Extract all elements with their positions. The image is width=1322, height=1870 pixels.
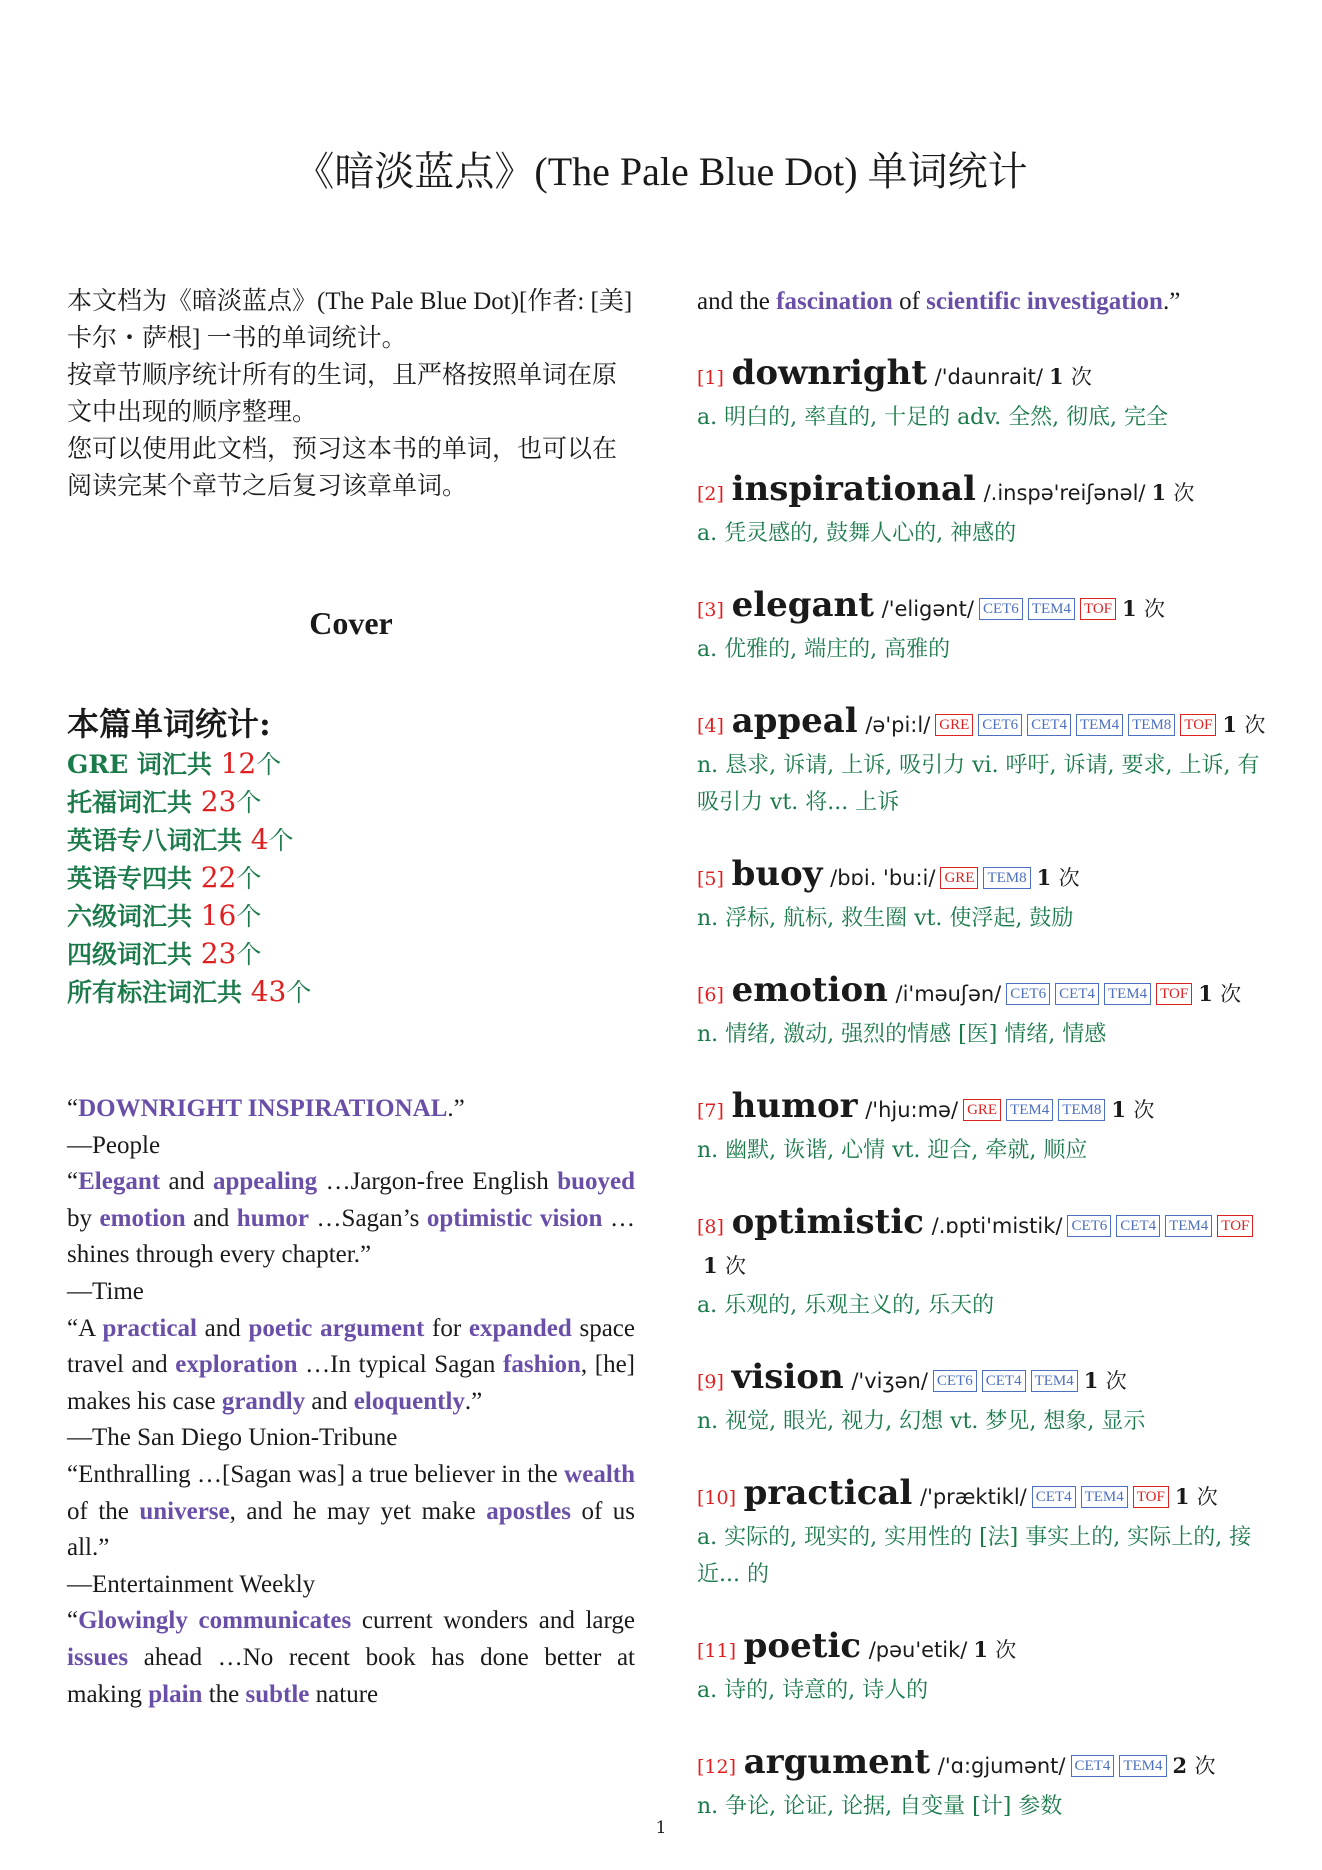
stat-row [67, 783, 635, 821]
stat-unit: 个 [268, 826, 294, 855]
text-run: of [892, 288, 927, 315]
entry-header [697, 354, 1267, 397]
keyword: Glowingly [78, 1607, 188, 1635]
text-run [312, 1315, 320, 1342]
text-run: and [305, 1387, 354, 1415]
text-run: “ [67, 1168, 79, 1196]
entry-definition: n. 情绪, 激动, 强烈的情感 [医] 情绪, 情感 [697, 1022, 1107, 1047]
quote-source: —The San Diego Union-Tribune [67, 1424, 398, 1452]
exam-tag: CET4 [982, 1370, 1026, 1392]
stat-unit: 个 [236, 864, 262, 893]
vocab-entry [697, 855, 1267, 937]
left-column [67, 283, 635, 1713]
exam-tag: TEM4 [1119, 1755, 1166, 1777]
count-number: 2 [1172, 1753, 1188, 1778]
keyword: exploration [175, 1351, 298, 1379]
entry-word: appeal [731, 701, 858, 741]
count-number: 1 [703, 1253, 718, 1278]
exam-tag: TEM8 [1128, 714, 1175, 736]
stat-unit: 个 [286, 978, 312, 1007]
entry-phonetic: /i'məuʃən/ [895, 982, 1002, 1006]
entry-phonetic: /'præktikl/ [920, 1485, 1027, 1509]
section-heading: Cover [309, 605, 393, 641]
entry-header [697, 971, 1267, 1014]
exam-tag: TEM4 [1165, 1215, 1212, 1237]
text-run: and [196, 1314, 249, 1342]
entry-word: humor [731, 1086, 858, 1126]
word-stats [67, 703, 635, 1011]
keyword: emotion [99, 1204, 186, 1232]
vocab-entry [697, 354, 1267, 436]
stat-label: 四级词汇共 [67, 940, 201, 969]
stat-label: 所有标注词汇共 [67, 978, 251, 1007]
entry-count [1151, 480, 1194, 505]
entry-word: inspirational [731, 469, 976, 509]
entry-definition: a. 凭灵感的, 鼓舞人心的, 神感的 [697, 521, 1017, 546]
keyword: fashion [503, 1351, 581, 1379]
stat-count: 23 [200, 785, 237, 818]
entry-count [1122, 596, 1165, 621]
entry-header [697, 1743, 1267, 1786]
exam-tag: CET4 [1055, 983, 1099, 1005]
text-run: nature [309, 1680, 379, 1708]
exam-tag: TEM4 [1028, 598, 1075, 620]
entry-index: [10] [697, 1487, 737, 1509]
stat-count: 43 [250, 975, 287, 1008]
entry-index: [9] [697, 1371, 724, 1393]
entry-index: [1] [697, 367, 724, 389]
entry-index: [8] [697, 1216, 724, 1238]
quote-people [67, 1091, 635, 1128]
entry-word: poetic [743, 1626, 862, 1666]
exam-tag: CET4 [1027, 714, 1071, 736]
entry-definition: a. 实际的, 现实的, 实用性的 [法] 事实上的, 实际上的, 接近... 的 [697, 1525, 1252, 1587]
entry-count [1049, 364, 1092, 389]
keyword: optimistic [426, 1204, 533, 1232]
quote-source: —Entertainment Weekly [67, 1570, 316, 1598]
text-run [532, 1205, 540, 1232]
entry-index: [5] [697, 868, 724, 890]
stat-label: 英语专八词汇共 [67, 826, 251, 855]
keyword: universe [139, 1497, 230, 1525]
vocab-entry [697, 1743, 1267, 1825]
entry-header [697, 1358, 1267, 1401]
entry-index: [7] [697, 1100, 724, 1122]
entry-phonetic: /ə'pi:l/ [865, 713, 931, 737]
stat-unit: 个 [236, 902, 262, 931]
entry-word: downright [731, 353, 928, 393]
count-unit: 次 [1244, 713, 1266, 737]
entry-definition: n. 争论, 论证, 论据, 自变量 [计] 参数 [697, 1794, 1063, 1819]
exam-tag: TOF [1080, 598, 1116, 620]
keyword: apostles [486, 1497, 571, 1525]
stat-unit: 个 [256, 750, 282, 779]
entry-count [973, 1637, 1016, 1662]
count-unit: 次 [1143, 597, 1165, 621]
entry-index: [6] [697, 984, 724, 1006]
entry-count [1173, 1753, 1216, 1778]
text-run: of the [67, 1497, 140, 1525]
quote-time [67, 1164, 635, 1274]
entry-count [1037, 865, 1080, 890]
vocab-entry [697, 1358, 1267, 1440]
entry-word: argument [743, 1742, 931, 1782]
text-run: current wonders and large [351, 1607, 635, 1635]
entry-word: optimistic [731, 1202, 924, 1242]
keyword: argument [320, 1314, 425, 1342]
entry-count [1111, 1097, 1154, 1122]
count-unit: 次 [1105, 1369, 1127, 1393]
text-run: ahead …No recent book has done better at making [67, 1643, 635, 1708]
count-unit: 次 [724, 1254, 746, 1278]
exam-tag: TEM4 [1104, 983, 1151, 1005]
stat-row [67, 821, 635, 859]
quote-block [67, 1091, 635, 1713]
vocab-entry [697, 1474, 1267, 1593]
count-number: 1 [1111, 1097, 1127, 1122]
stat-count: 22 [200, 861, 237, 894]
keyword: subtle [245, 1680, 310, 1708]
keyword: vision [539, 1204, 603, 1232]
exam-tag: CET4 [1071, 1755, 1115, 1777]
keyword: grandly [221, 1387, 306, 1415]
entry-index: [2] [697, 483, 724, 505]
keyword: practical [102, 1314, 197, 1342]
stat-row [67, 935, 635, 973]
keyword: DOWNRIGHT INSPIRATIONAL [78, 1095, 448, 1122]
keyword: communicates [198, 1607, 352, 1635]
count-number: 1 [1122, 596, 1137, 621]
vocab-entry [697, 586, 1267, 668]
intro-line: 本文档为《暗淡蓝点》(The Pale Blue Dot)[作者: [美] 卡尔・萨根] 一书的单词统计。 [67, 288, 633, 352]
entry-phonetic: /'eligənt/ [881, 597, 974, 621]
entry-definition: a. 乐观的, 乐观主义的, 乐天的 [697, 1293, 995, 1318]
text-run: and [185, 1204, 237, 1232]
entry-header [697, 1474, 1267, 1517]
vocab-entry [697, 470, 1267, 552]
keyword: scientific [926, 288, 1021, 315]
entry-header [697, 855, 1267, 898]
quote-continued [67, 1603, 635, 1713]
keyword: Elegant [78, 1168, 161, 1196]
text-run: “A [67, 1314, 103, 1342]
stat-label: GRE 词汇共 [67, 750, 221, 779]
stat-count: 23 [200, 937, 237, 970]
document-title: 《暗淡蓝点》(The Pale Blue Dot) 单词统计 [294, 149, 1028, 194]
stat-row [67, 859, 635, 897]
quote-mark: “ [67, 1095, 79, 1122]
entry-word: vision [731, 1357, 844, 1397]
stat-label: 托福词汇共 [67, 788, 201, 817]
page-number: 1 [655, 1818, 667, 1838]
text-run: , and he may yet make [229, 1497, 487, 1525]
entry-phonetic: /'ɑ:gjumənt/ [937, 1754, 1066, 1778]
quote-continuation [697, 283, 1267, 320]
vocabulary-list [697, 354, 1267, 1825]
intro-line: 按章节顺序统计所有的生词，且严格按照单词在原文中出现的顺序整理。 [67, 362, 618, 426]
entry-phonetic: /'daunrait/ [934, 365, 1043, 389]
vocab-entry [697, 1203, 1267, 1324]
count-number: 1 [973, 1637, 988, 1662]
entry-word: emotion [731, 970, 888, 1010]
keyword: appealing [212, 1168, 318, 1196]
text-run [188, 1607, 199, 1634]
quote-union-tribune [67, 1311, 635, 1421]
count-number: 1 [1036, 865, 1052, 890]
count-number: 1 [1083, 1368, 1099, 1393]
keyword: buoyed [557, 1168, 635, 1196]
stat-row [67, 897, 635, 935]
entry-index: [12] [697, 1756, 737, 1778]
quote-mark: .” [447, 1095, 465, 1122]
entry-index: [3] [697, 599, 724, 621]
entry-word: buoy [731, 854, 823, 894]
entry-count [1198, 981, 1241, 1006]
exam-tag: TEM4 [1031, 1370, 1078, 1392]
quote-source: —People [67, 1131, 161, 1159]
text-run: .” [464, 1387, 483, 1415]
stat-unit: 个 [236, 788, 262, 817]
entry-phonetic: /'hju:mə/ [865, 1098, 959, 1122]
count-unit: 次 [995, 1638, 1017, 1662]
entry-header [697, 1627, 1267, 1670]
entry-count [1175, 1484, 1218, 1509]
text-run: …Jargon-free English [317, 1168, 558, 1196]
text-run: …In typical Sagan [297, 1351, 504, 1379]
count-number: 1 [1222, 712, 1238, 737]
entry-index: [11] [697, 1640, 737, 1662]
count-unit: 次 [1194, 1754, 1216, 1778]
exam-tag: TOF [1133, 1486, 1169, 1508]
exam-tag: GRE [935, 714, 973, 736]
text-run: the [202, 1680, 246, 1708]
text-run: .” [1162, 288, 1181, 315]
keyword: eloquently [353, 1387, 465, 1415]
entry-definition: a. 优雅的, 端庄的, 高雅的 [697, 637, 951, 662]
entry-phonetic: /.inspə'reiʃənəl/ [983, 481, 1146, 505]
stat-label: 六级词汇共 [67, 902, 201, 931]
count-unit: 次 [1133, 1098, 1155, 1122]
count-number: 1 [1174, 1484, 1190, 1509]
stat-row [67, 745, 635, 783]
entry-header [697, 1203, 1267, 1285]
exam-tag: CET6 [978, 714, 1022, 736]
exam-tag: CET4 [1032, 1486, 1076, 1508]
text-run: and [160, 1168, 213, 1196]
entry-definition: n. 浮标, 航标, 救生圈 vt. 使浮起, 鼓励 [697, 906, 1074, 931]
intro [67, 283, 635, 505]
vocab-entry [697, 1087, 1267, 1169]
keyword: issues [67, 1643, 129, 1671]
exam-tag: CET6 [1006, 983, 1050, 1005]
exam-tag: GRE [940, 867, 978, 889]
stat-label: 英语专四共 [67, 864, 201, 893]
exam-tag: CET6 [979, 598, 1023, 620]
stat-count: 16 [200, 899, 237, 932]
keyword: humor [236, 1204, 310, 1232]
quote-entertainment-weekly [67, 1457, 635, 1567]
entry-header [697, 470, 1267, 513]
text-run: and the [697, 288, 777, 315]
entry-count [703, 1253, 746, 1278]
count-unit: 次 [1070, 365, 1092, 389]
count-unit: 次 [1196, 1485, 1218, 1509]
entry-header [697, 586, 1267, 629]
keyword: wealth [564, 1460, 635, 1488]
count-unit: 次 [1173, 481, 1195, 505]
keyword: fascination [776, 288, 893, 315]
count-number: 1 [1048, 364, 1064, 389]
entry-definition: n. 幽默, 诙谐, 心情 vt. 迎合, 牵就, 顺应 [697, 1138, 1088, 1163]
keyword: plain [148, 1680, 203, 1708]
exam-tag: TEM8 [1058, 1099, 1105, 1121]
exam-tag: TOF [1156, 983, 1192, 1005]
text-run: …Sagan’s [309, 1204, 427, 1232]
exam-tag: TEM8 [983, 867, 1030, 889]
entry-count [1222, 712, 1265, 737]
entry-count [1084, 1368, 1127, 1393]
entry-word: practical [743, 1473, 913, 1513]
count-number: 1 [1198, 981, 1213, 1006]
count-unit: 次 [1220, 982, 1242, 1006]
text-run: for [424, 1314, 469, 1342]
entry-phonetic: /.ɒpti'mistik/ [931, 1214, 1063, 1238]
text-run: …shines through every chapter.” [67, 1204, 635, 1269]
entry-phonetic: /bɒi. 'bu:i/ [830, 866, 936, 890]
entry-definition: a. 诗的, 诗意的, 诗人的 [697, 1678, 929, 1703]
text-run: “ [67, 1607, 79, 1635]
entry-phonetic: /'viʒən/ [851, 1369, 928, 1393]
entry-definition: n. 视觉, 眼光, 视力, 幻想 vt. 梦见, 想象, 显示 [697, 1409, 1146, 1434]
count-unit: 次 [1058, 866, 1080, 890]
stat-count: 12 [220, 747, 257, 780]
exam-tag: TOF [1180, 714, 1216, 736]
stat-unit: 个 [236, 940, 262, 969]
entry-index: [4] [697, 715, 724, 737]
right-column [697, 283, 1267, 1825]
text-run: “Enthralling …[Sagan was] a true believer in the [67, 1460, 565, 1488]
exam-tag: CET4 [1116, 1215, 1160, 1237]
keyword: investigation [1026, 288, 1163, 315]
stats-list [67, 745, 635, 1011]
keyword: poetic [248, 1314, 313, 1342]
quote-source: —Time [67, 1277, 144, 1305]
entry-definition: a. 明白的, 率直的, 十足的 adv. 全然, 彻底, 完全 [697, 405, 1169, 430]
entry-header [697, 1087, 1267, 1130]
text-run: space travel and [67, 1314, 635, 1379]
stat-count: 4 [250, 823, 269, 856]
entry-header [697, 702, 1267, 745]
entry-phonetic: /pəu'etik/ [868, 1638, 968, 1662]
exam-tag: TEM4 [1006, 1099, 1053, 1121]
text-run: by [67, 1204, 100, 1232]
exam-tag: TOF [1217, 1215, 1253, 1237]
exam-tag: CET6 [933, 1370, 977, 1392]
exam-tag: CET6 [1067, 1215, 1111, 1237]
entry-word: elegant [731, 585, 874, 625]
vocab-entry [697, 1627, 1267, 1709]
stat-row [67, 973, 635, 1011]
count-number: 1 [1151, 480, 1167, 505]
vocab-entry [697, 702, 1267, 821]
text-run: of us all.” [67, 1497, 635, 1562]
exam-tag: TEM4 [1076, 714, 1123, 736]
vocab-entry [697, 971, 1267, 1053]
entry-definition: n. 恳求, 诉请, 上诉, 吸引力 vi. 呼吁, 诉请, 要求, 上诉, 有吸引力 vt. 将... 上诉 [697, 753, 1260, 815]
exam-tag: GRE [963, 1099, 1001, 1121]
intro-line: 您可以使用此文档，预习这本书的单词，也可以在阅读完某个章节之后复习该章单词。 [67, 436, 618, 500]
stats-title: 本篇单词统计: [67, 705, 271, 743]
exam-tag: TEM4 [1081, 1486, 1128, 1508]
keyword: expanded [468, 1314, 572, 1342]
text-run: , [he] makes his case [67, 1351, 635, 1415]
